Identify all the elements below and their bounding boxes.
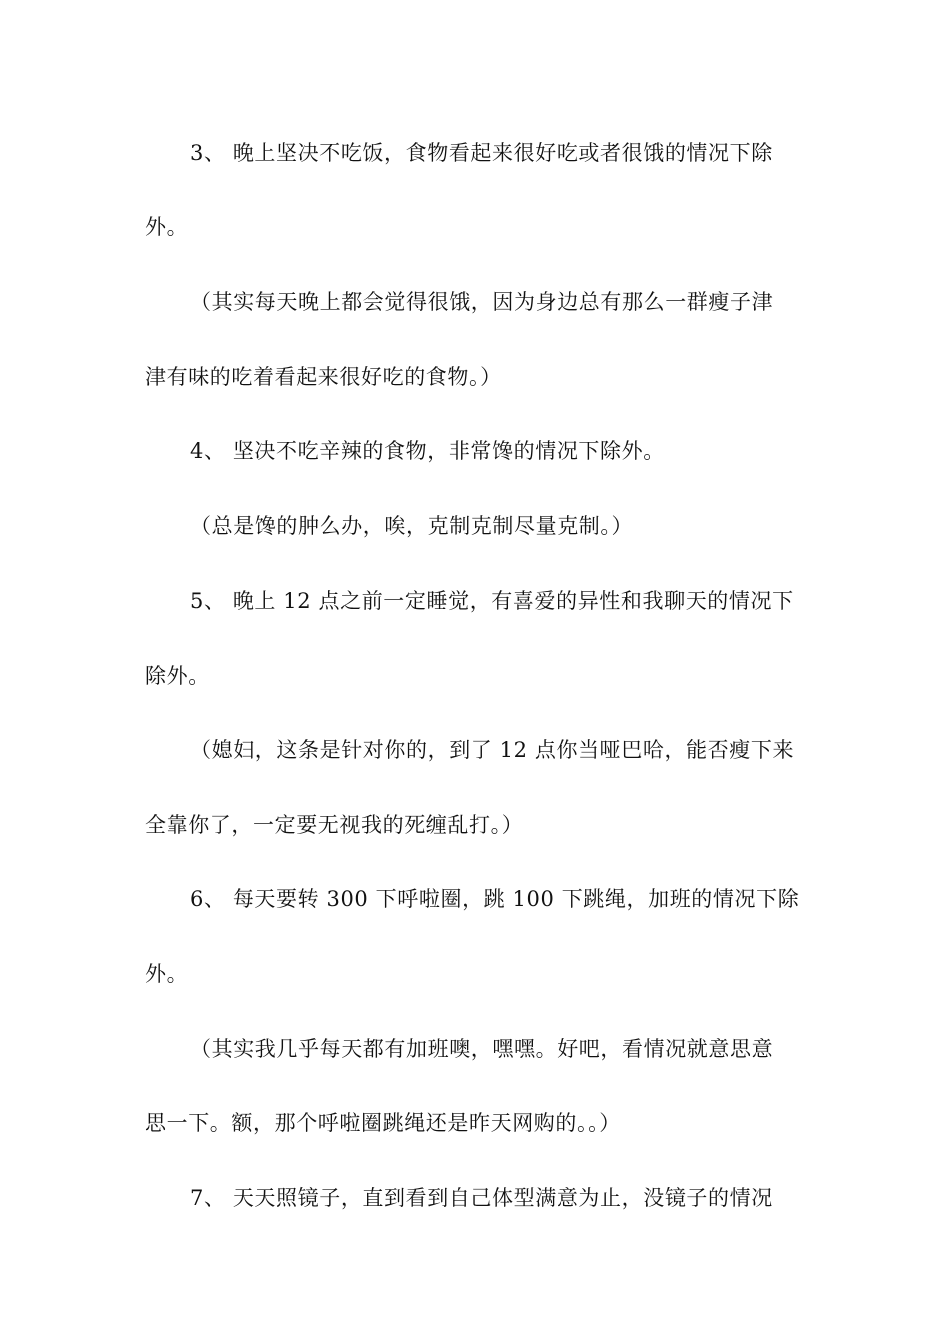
note-3-line-2: 津有味的吃着看起来很好吃的食物。） [145,365,502,389]
note-6-line-2: 思一下。额，那个呼啦圈跳绳还是昨天网购的。。） [145,1111,621,1135]
item-4-line-1: 4、 坚决不吃辛辣的食物，非常馋的情况下除外。 [190,439,665,463]
note-6-line-1: （其实我几乎每天都有加班噢，嘿嘿。好吧，看情况就意思意 [190,1037,774,1061]
note-5-line-2: 全靠你了，一定要无视我的死缠乱打。） [145,813,524,837]
item-6-line-2: 外。 [145,962,189,986]
item-3-line-2: 外。 [145,215,189,239]
item-5-line-2: 除外。 [145,664,210,688]
note-3-line-1: （其实每天晚上都会觉得很饿，因为身边总有那么一群瘦子津 [190,290,774,314]
item-5-line-1: 5、 晚上 12 点之前一定睡觉，有喜爱的异性和我聊天的情况下 [190,589,794,613]
note-5-line-1: （媳妇，这条是针对你的，到了 12 点你当哑巴哈，能否瘦下来 [190,738,795,762]
item-3-line-1: 3、 晚上坚决不吃饭，食物看起来很好吃或者很饿的情况下除 [190,141,773,165]
note-4-line-1: （总是馋的肿么办，唉，克制克制尽量克制。） [190,514,634,538]
item-6-line-1: 6、 每天要转 300 下呼啦圈，跳 100 下跳绳，加班的情况下除 [190,887,800,911]
item-7-line-1: 7、 天天照镜子，直到看到自己体型满意为止，没镜子的情况 [190,1186,773,1210]
